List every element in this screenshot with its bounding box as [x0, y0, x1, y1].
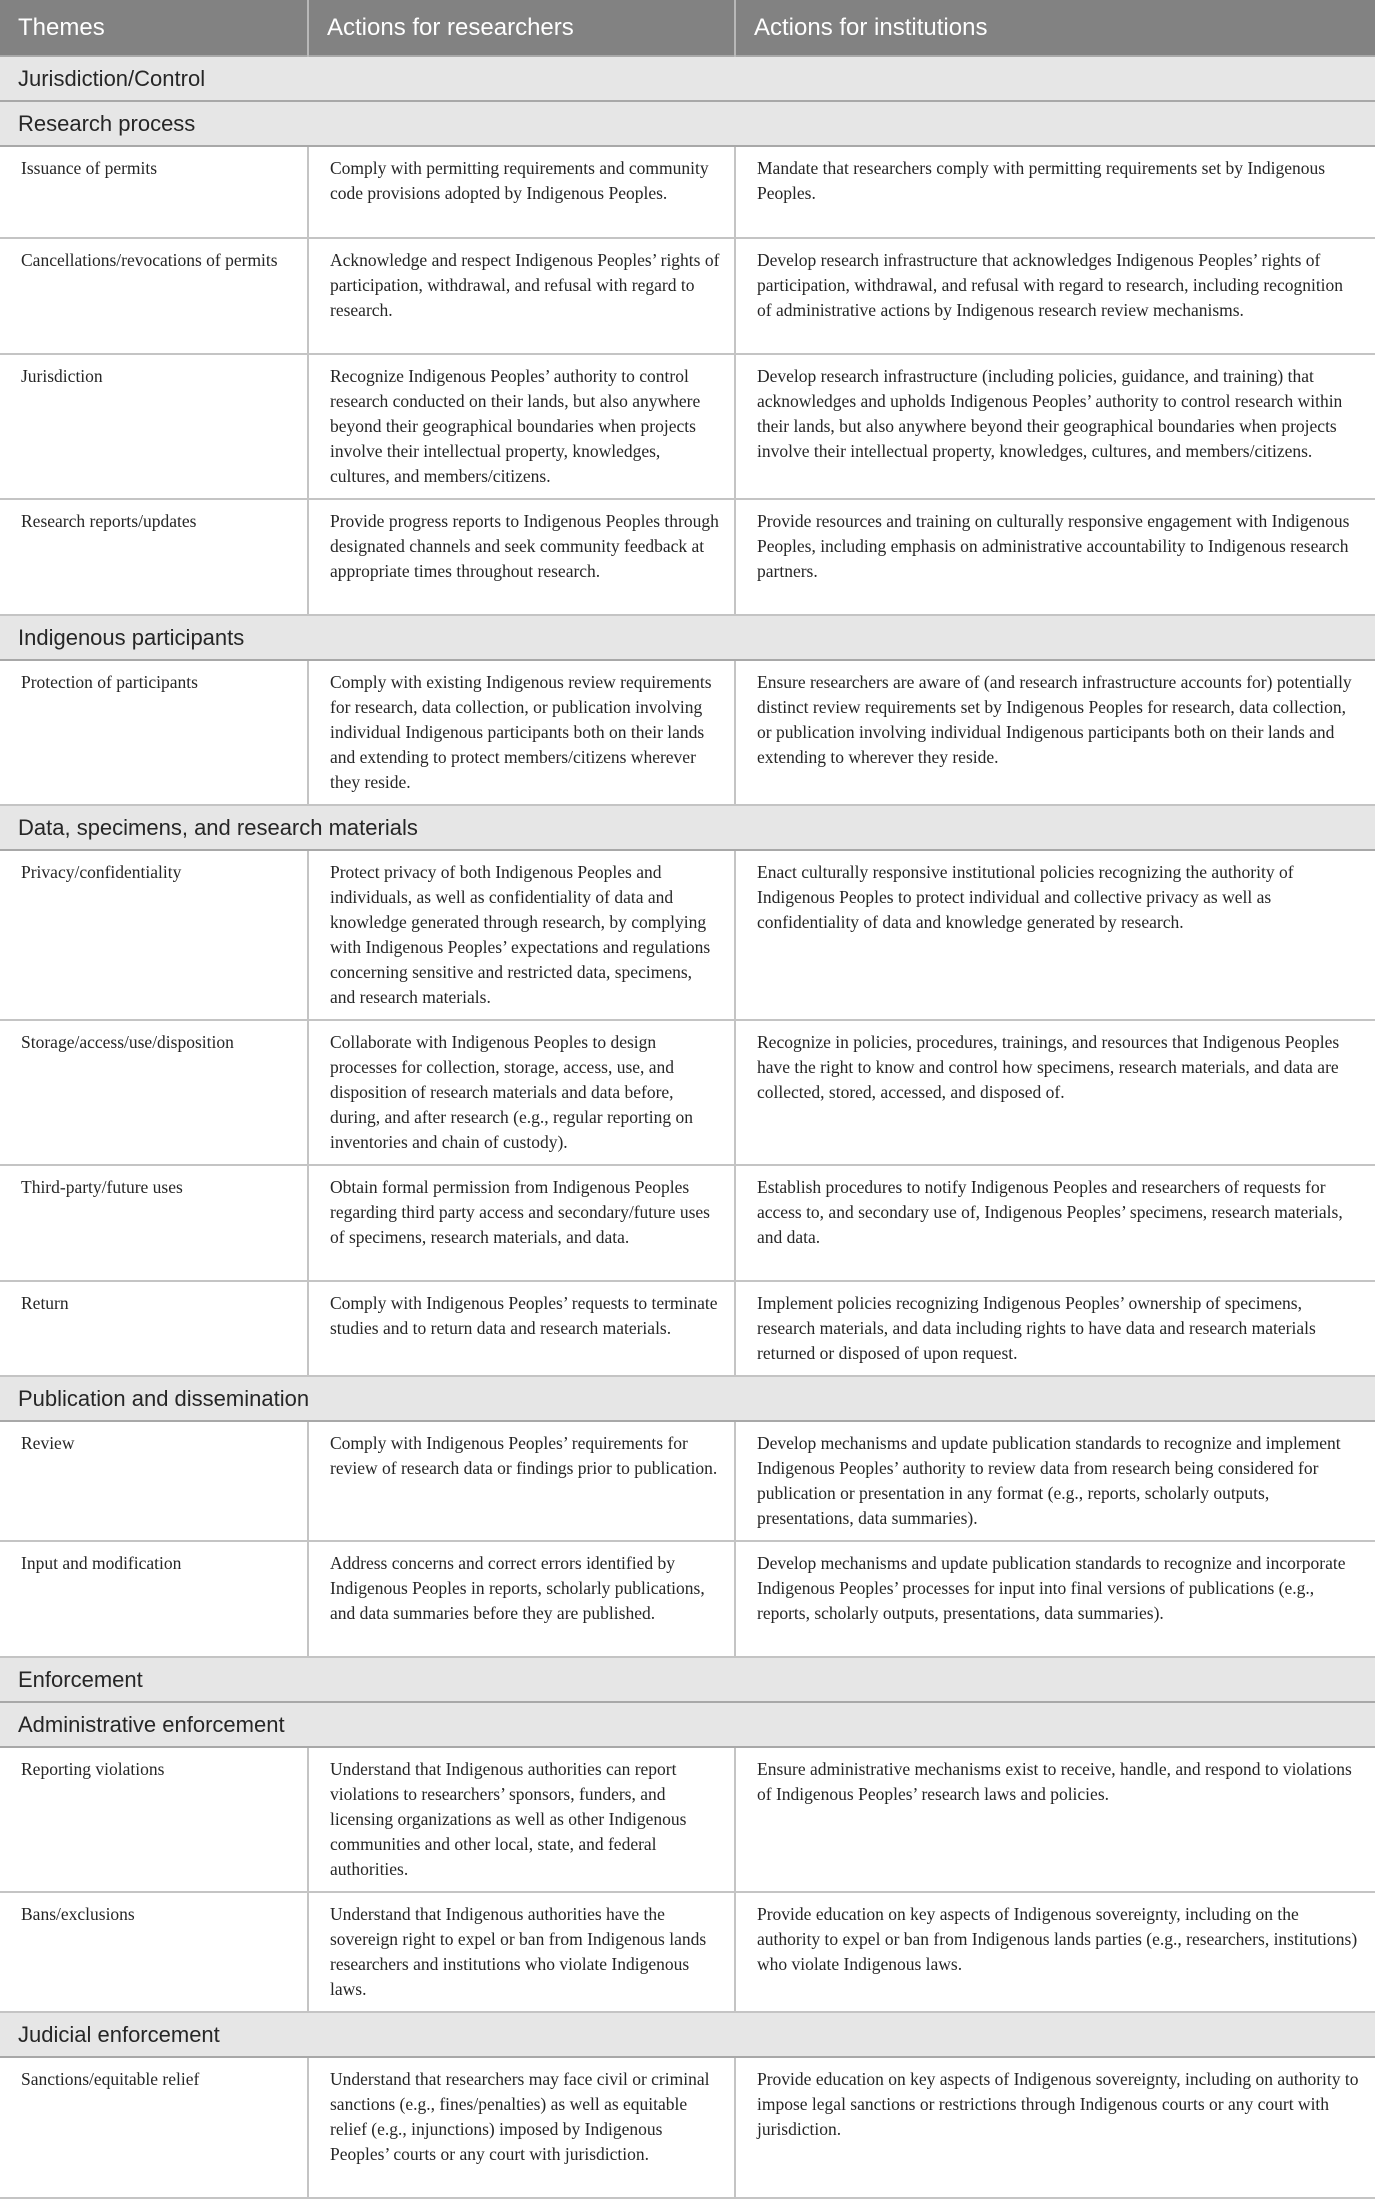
table-row — [0, 1020, 1375, 1165]
section-row — [0, 1376, 1375, 1421]
researcher-action-cell: Protect privacy of both Indigenous Peoples and individuals, as well as confidentiality of data and knowledge generated through research, by complying with Indigenous Peoples’ expectations and regulations concerning sensitive and restricted data, specimens, and research materials. — [308, 850, 735, 1020]
table-row — [0, 238, 1375, 354]
theme-cell: Reporting violations — [0, 1747, 308, 1892]
institution-action-cell: Develop mechanisms and update publication standards to recognize and implement Indigenous Peoples’ authority to review data from research being considered for publication or presentation in any format (e.g., reports, scholarly outputs, presentations, data summaries). — [735, 1421, 1375, 1541]
table-row — [0, 1541, 1375, 1657]
researcher-action-cell: Address concerns and correct errors identified by Indigenous Peoples in reports, scholarly publications, and data summaries before they are published. — [308, 1541, 735, 1657]
table-row — [0, 146, 1375, 238]
section-row — [0, 101, 1375, 146]
table-row — [0, 1421, 1375, 1541]
institution-action-cell: Provide education on key aspects of Indigenous sovereignty, including on the authority to expel or ban from Indigenous lands parties (e.g., researchers, institutions) who violate Indigenous laws. — [735, 1892, 1375, 2012]
section-row — [0, 1657, 1375, 1702]
theme-cell: Bans/exclusions — [0, 1892, 308, 2012]
table-header — [0, 0, 1375, 56]
researcher-action-cell: Understand that researchers may face civil or criminal sanctions (e.g., fines/penalties) as well as equitable relief (e.g., injunctions) imposed by Indigenous Peoples’ courts or any court with jurisdiction. — [308, 2057, 735, 2198]
section-heading: Jurisdiction/Control — [0, 56, 1375, 101]
table-row — [0, 1165, 1375, 1281]
researcher-action-cell: Provide progress reports to Indigenous Peoples through designated channels and seek community feedback at appropriate times throughout research. — [308, 499, 735, 615]
theme-cell: Protection of participants — [0, 660, 308, 805]
section-heading: Data, specimens, and research materials — [0, 805, 1375, 850]
institution-action-cell: Develop mechanisms and update publication standards to recognize and incorporate Indigenous Peoples’ processes for input into final versions of publications (e.g., reports, scholarly outputs, presentations, data summaries). — [735, 1541, 1375, 1657]
theme-cell: Privacy/confidentiality — [0, 850, 308, 1020]
institution-action-cell: Mandate that researchers comply with permitting requirements set by Indigenous Peoples. — [735, 146, 1375, 238]
theme-cell: Review — [0, 1421, 308, 1541]
institution-action-cell: Enact culturally responsive institutional policies recognizing the authority of Indigenous Peoples to protect individual and collective privacy as well as confidentiality of data and knowledge generated by research. — [735, 850, 1375, 1020]
institution-action-cell: Implement policies recognizing Indigenous Peoples’ ownership of specimens, research materials, and data including rights to have data and research materials returned or disposed of upon request. — [735, 1281, 1375, 1376]
researcher-action-cell: Understand that Indigenous authorities can report violations to researchers’ sponsors, funders, and licensing organizations as well as other Indigenous communities and other local, state, and federal authorities. — [308, 1747, 735, 1892]
institution-action-cell: Establish procedures to notify Indigenous Peoples and researchers of requests for access to, and secondary use of, Indigenous Peoples’ specimens, research materials, and data. — [735, 1165, 1375, 1281]
header-row — [0, 0, 1375, 56]
researcher-action-cell: Comply with existing Indigenous review requirements for research, data collection, or publication involving individual Indigenous participants both on their lands and extending to protect members/citizens wherever they reside. — [308, 660, 735, 805]
section-heading: Administrative enforcement — [0, 1702, 1375, 1747]
researcher-action-cell: Comply with Indigenous Peoples’ requirements for review of research data or findings prior to publication. — [308, 1421, 735, 1541]
table-row — [0, 850, 1375, 1020]
institution-action-cell: Recognize in policies, procedures, trainings, and resources that Indigenous Peoples have the right to know and control how specimens, research materials, and data are collected, stored, accessed, and disposed of. — [735, 1020, 1375, 1165]
theme-cell: Research reports/updates — [0, 499, 308, 615]
institution-action-cell: Provide resources and training on culturally responsive engagement with Indigenous Peoples, including emphasis on administrative accountability to Indigenous research partners. — [735, 499, 1375, 615]
theme-cell: Issuance of permits — [0, 146, 308, 238]
table-row — [0, 1747, 1375, 1892]
researcher-action-cell: Understand that Indigenous authorities have the sovereign right to expel or ban from Indigenous lands researchers and institutions who violate Indigenous laws. — [308, 1892, 735, 2012]
institution-action-cell: Ensure researchers are aware of (and research infrastructure accounts for) potentially distinct review requirements set by Indigenous Peoples for research, data collection, or publication involving individual Indigenous participants both on their lands and extending to wherever they reside. — [735, 660, 1375, 805]
section-heading: Publication and dissemination — [0, 1376, 1375, 1421]
researcher-action-cell: Collaborate with Indigenous Peoples to design processes for collection, storage, access, use, and disposition of research materials and data before, during, and after research (e.g., regular reporting on inventories and chain of custody). — [308, 1020, 735, 1165]
researcher-action-cell: Obtain formal permission from Indigenous Peoples regarding third party access and secondary/future uses of specimens, research materials, and data. — [308, 1165, 735, 1281]
section-heading: Indigenous participants — [0, 615, 1375, 660]
table-row — [0, 1892, 1375, 2012]
theme-cell: Cancellations/revocations of permits — [0, 238, 308, 354]
theme-cell: Input and modification — [0, 1541, 308, 1657]
section-heading: Judicial enforcement — [0, 2012, 1375, 2057]
table-body — [0, 56, 1375, 2198]
section-row — [0, 805, 1375, 850]
section-row — [0, 615, 1375, 660]
section-row — [0, 2012, 1375, 2057]
header-themes: Themes — [0, 0, 308, 56]
header-actions-institutions: Actions for institutions — [735, 0, 1375, 56]
table-row — [0, 2057, 1375, 2198]
section-heading: Research process — [0, 101, 1375, 146]
institution-action-cell: Provide education on key aspects of Indigenous sovereignty, including on authority to impose legal sanctions or restrictions through Indigenous courts or any court with jurisdiction. — [735, 2057, 1375, 2198]
section-row — [0, 1702, 1375, 1747]
table-row — [0, 1281, 1375, 1376]
theme-cell: Storage/access/use/disposition — [0, 1020, 308, 1165]
theme-cell: Sanctions/equitable relief — [0, 2057, 308, 2198]
theme-cell: Third-party/future uses — [0, 1165, 308, 1281]
table-row — [0, 660, 1375, 805]
table-row — [0, 499, 1375, 615]
table-row — [0, 354, 1375, 499]
institution-action-cell: Develop research infrastructure (including policies, guidance, and training) that acknowledges and upholds Indigenous Peoples’ authority to control research within their lands, but also anywhere beyond their geographical boundaries when projects involve their intellectual property, knowledges, cultures, and members/citizens. — [735, 354, 1375, 499]
researcher-action-cell: Comply with Indigenous Peoples’ requests to terminate studies and to return data and research materials. — [308, 1281, 735, 1376]
researcher-action-cell: Acknowledge and respect Indigenous Peoples’ rights of participation, withdrawal, and refusal with regard to research. — [308, 238, 735, 354]
section-heading: Enforcement — [0, 1657, 1375, 1702]
institution-action-cell: Ensure administrative mechanisms exist to receive, handle, and respond to violations of Indigenous Peoples’ research laws and policies. — [735, 1747, 1375, 1892]
theme-cell: Return — [0, 1281, 308, 1376]
header-actions-researchers: Actions for researchers — [308, 0, 735, 56]
institution-action-cell: Develop research infrastructure that acknowledges Indigenous Peoples’ rights of participation, withdrawal, and refusal with regard to research, including recognition of administrative actions by Indigenous research review mechanisms. — [735, 238, 1375, 354]
researcher-action-cell: Recognize Indigenous Peoples’ authority to control research conducted on their lands, but also anywhere beyond their geographical boundaries when projects involve their intellectual property, knowledges, cultures, and members/citizens. — [308, 354, 735, 499]
theme-cell: Jurisdiction — [0, 354, 308, 499]
researcher-action-cell: Comply with permitting requirements and community code provisions adopted by Indigenous Peoples. — [308, 146, 735, 238]
section-row — [0, 56, 1375, 101]
